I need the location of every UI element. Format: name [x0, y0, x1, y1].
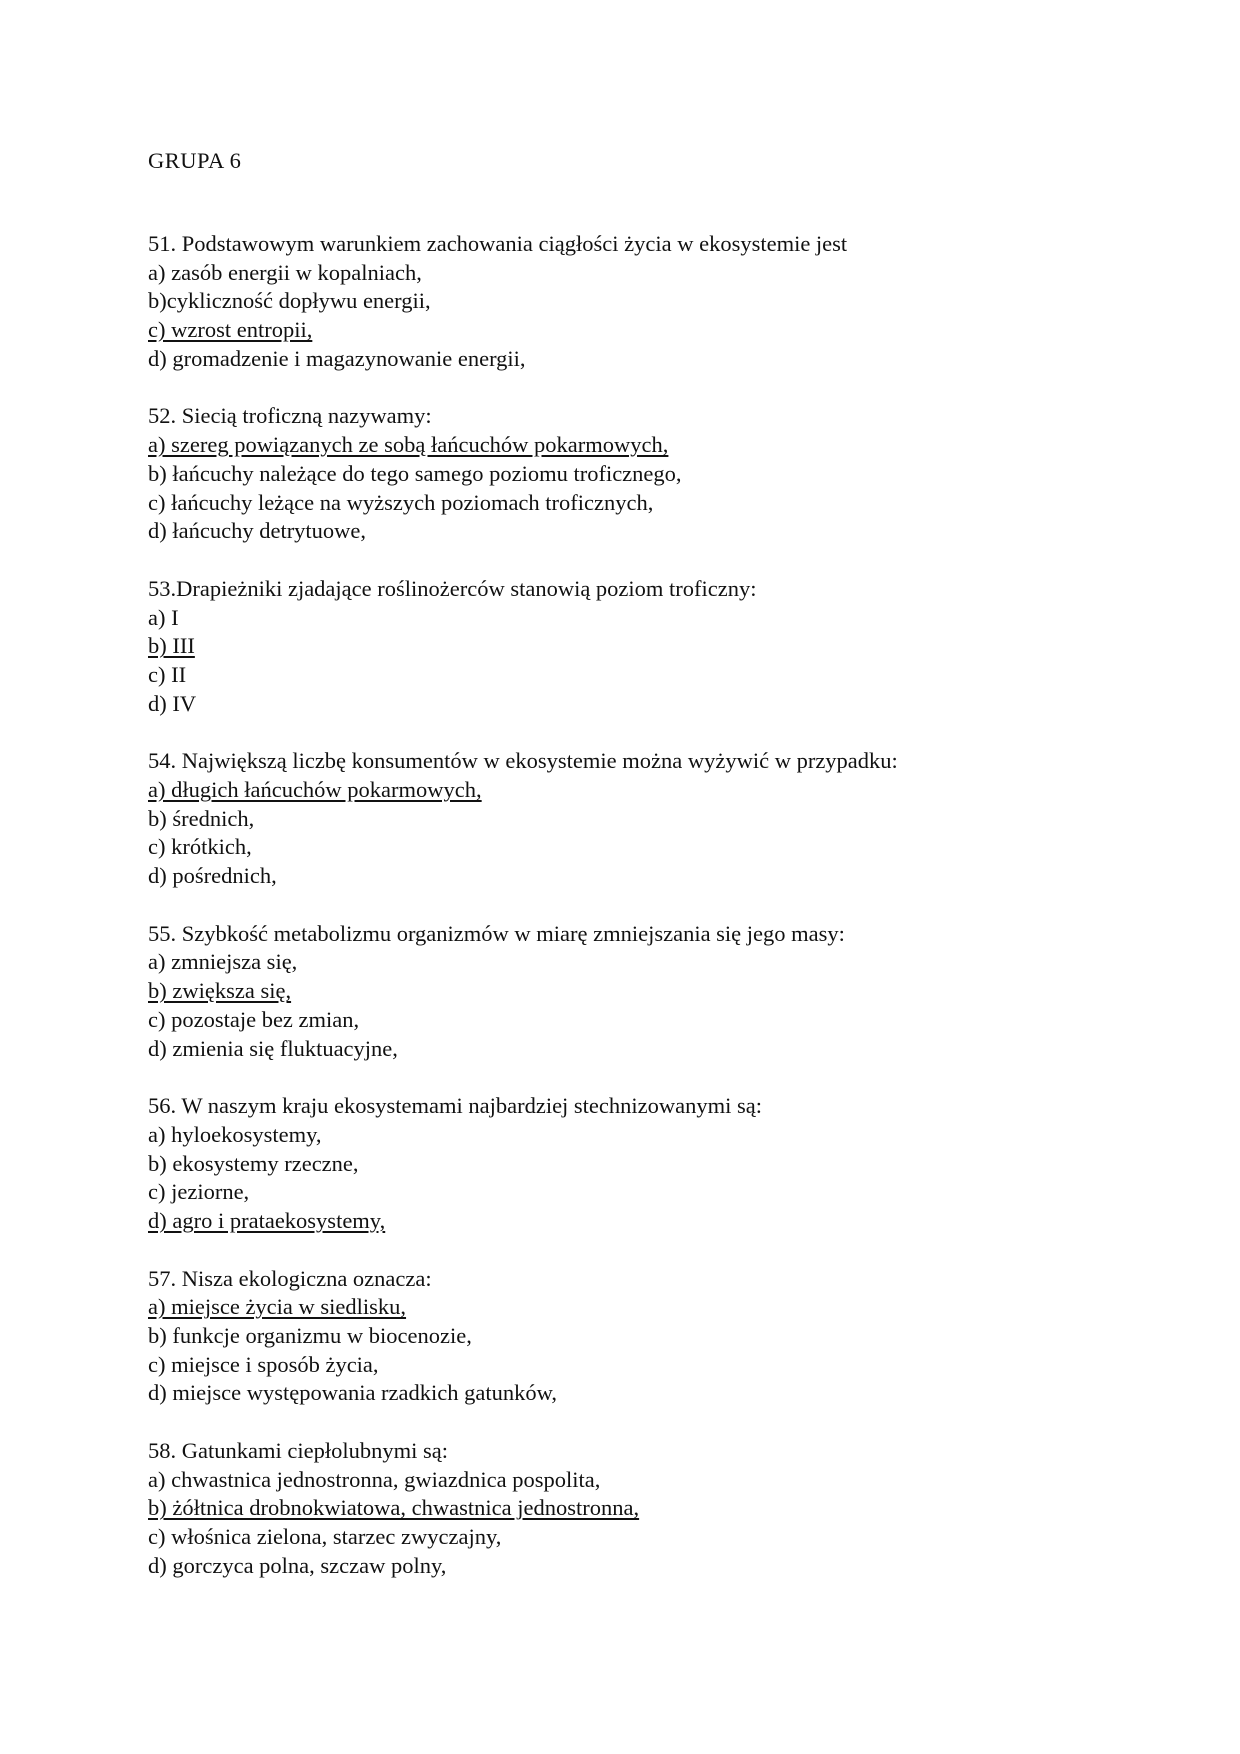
answer-option: d) pośrednich, [148, 863, 277, 889]
answer-option: d) IV [148, 690, 197, 716]
question-list [148, 230, 1148, 1581]
answer-option: b) łańcuchy należące do tego samego poziomu troficznego, [148, 460, 682, 486]
answer-option: a) zmniejsza się, [148, 949, 298, 975]
answer-option: d) zmienia się fluktuacyjne, [148, 1035, 398, 1061]
question-text: 55. Szybkość metabolizmu organizmów w miarę zmniejszania się jego masy: [148, 920, 845, 946]
question-block [148, 575, 1148, 718]
answer-option: c) jeziorne, [148, 1179, 250, 1205]
question-text: 54. Największą liczbę konsumentów w ekosystemie można wyżywić w przypadku: [148, 748, 898, 774]
question-text: 56. W naszym kraju ekosystemami najbardziej stechnizowanymi są: [148, 1093, 763, 1119]
question-text: 53.Drapieżniki zjadające roślinożerców stanowią poziom troficzny: [148, 575, 757, 601]
answer-option: d) gromadzenie i magazynowanie energii, [148, 345, 526, 371]
question-block [148, 920, 1148, 1063]
question-text: 57. Nisza ekologiczna oznacza: [148, 1265, 432, 1291]
answer-option-correct: a) szereg powiązanych ze sobą łańcuchów pokarmowych, [148, 432, 669, 458]
answer-option: d) miejsce występowania rzadkich gatunków, [148, 1380, 558, 1406]
answer-option-correct: c) wzrost entropii, [148, 317, 313, 343]
question-text: 52. Siecią troficzną nazywamy: [148, 403, 432, 429]
answer-option: b) ekosystemy rzeczne, [148, 1150, 359, 1176]
answer-option-correct: b) żółtnica drobnokwiatowa, chwastnica jednostronna, [148, 1495, 640, 1521]
answer-option: a) I [148, 604, 179, 630]
answer-option: b) funkcje organizmu w biocenozie, [148, 1323, 472, 1348]
answer-option: d) łańcuchy detrytuowe, [148, 518, 367, 544]
answer-option: a) zasób energii w kopalniach, [148, 259, 422, 285]
answer-option: c) miejsce i sposób życia, [148, 1351, 379, 1377]
question-text: 58. Gatunkami ciepłolubnymi są: [148, 1438, 448, 1464]
answer-option-correct: a) miejsce życia w siedlisku, [148, 1294, 407, 1320]
answer-option: c) pozostaje bez zmian, [148, 1006, 360, 1032]
answer-option: d) gorczyca polna, szczaw polny, [148, 1552, 447, 1578]
question-block [148, 402, 1148, 545]
answer-option-correct: d) agro i prataekosystemy, [148, 1207, 386, 1233]
answer-option: a) chwastnica jednostronna, gwiazdnica pospolita, [148, 1466, 601, 1492]
question-block [148, 1092, 1148, 1235]
answer-option: b)cykliczność dopływu energii, [148, 288, 431, 314]
answer-option: a) hyloekosystemy, [148, 1121, 322, 1147]
answer-option-correct: b) III [148, 633, 195, 659]
answer-option: b) średnich, [148, 805, 255, 831]
group-title: GRUPA 6 [148, 148, 242, 173]
answer-option: c) krótkich, [148, 834, 252, 860]
answer-option-correct: b) zwiększa się, [148, 978, 292, 1004]
answer-option: c) II [148, 661, 187, 687]
question-text: 51. Podstawowym warunkiem zachowania ciągłości życia w ekosystemie jest [148, 231, 848, 256]
document-page [148, 146, 1148, 1610]
answer-option: c) włośnica zielona, starzec zwyczajny, [148, 1524, 502, 1550]
question-block [148, 1265, 1148, 1408]
question-block [148, 1437, 1148, 1580]
answer-option: c) łańcuchy leżące na wyższych poziomach troficznych, [148, 489, 654, 515]
answer-option-correct: a) długich łańcuchów pokarmowych, [148, 777, 482, 802]
question-block [148, 747, 1148, 890]
question-block [148, 230, 1148, 373]
